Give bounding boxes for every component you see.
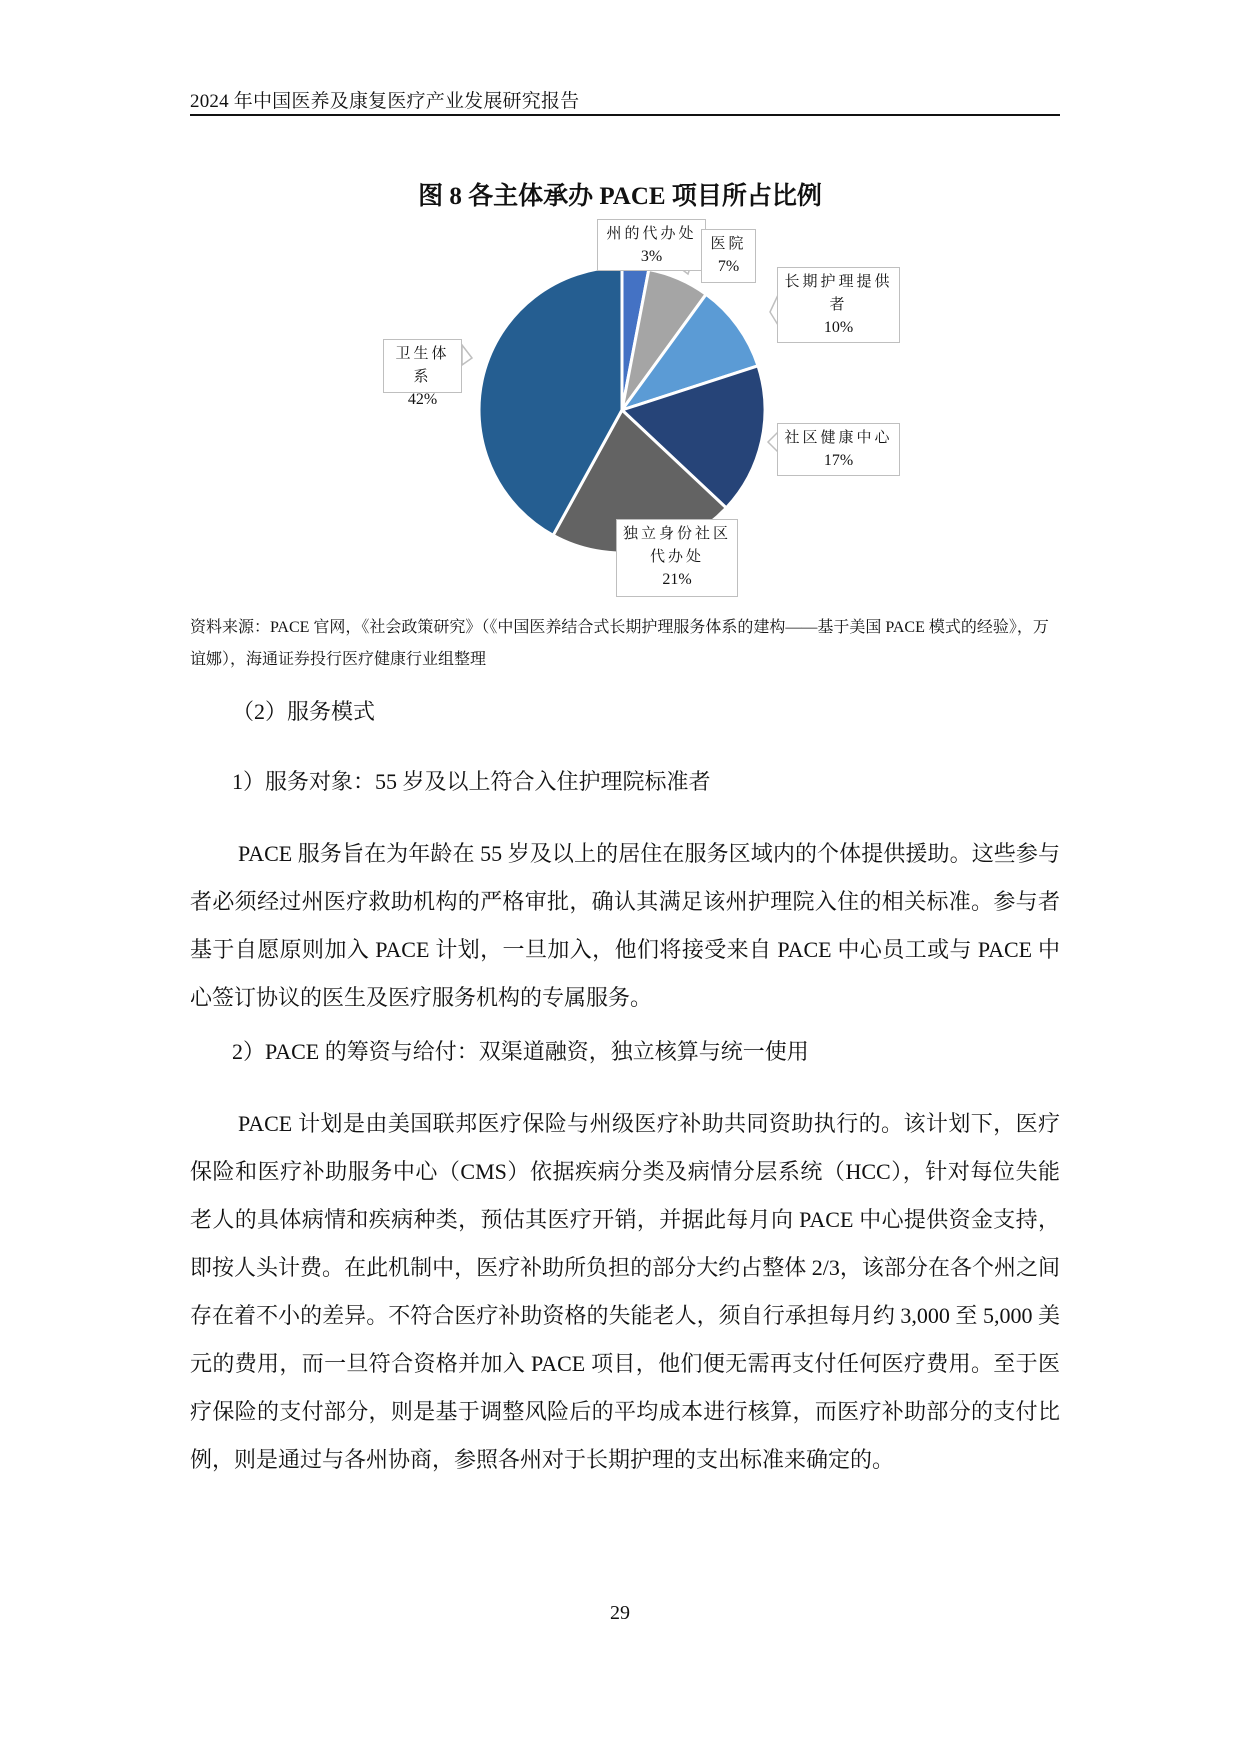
leader-health <box>462 345 472 365</box>
callout-percent: 10% <box>823 319 854 336</box>
paragraph-1: PACE 服务旨在为年龄在 55 岁及以上的居住在服务区域内的个体提供援助。这些参与者必须经过州医疗救助机构的严格审批，确认其满足该州护理院入住的相关标准。参与者基于自愿原则加入 PACE 计划，一旦加入，他们将接受来自 PACE 中心员工或与 PACE 中心签订协议的医生及医疗服务机构的专属服务。 <box>190 841 1060 1010</box>
figure-source: 资料来源：PACE 官网，《社会政策研究》（《中国医养结合式长期护理服务体系的建构——基于美国 PACE 模式的经验》，万谊娜），海通证券投行医疗健康行业组整理 <box>190 619 1049 668</box>
callout-percent: 21% <box>662 571 692 588</box>
running-header: 2024 年中国医养及康复医疗产业发展研究报告 <box>190 91 580 112</box>
callout-percent: 3% <box>640 248 663 265</box>
callout-community-health-center <box>777 423 900 476</box>
pie-slices <box>479 267 765 553</box>
callout-label: 医院 <box>710 234 747 252</box>
callout-hospital <box>701 229 756 283</box>
callout-state-agency <box>597 219 706 271</box>
page-number: 29 <box>610 1602 630 1624</box>
section-heading: （2）服务模式 <box>232 699 376 724</box>
figure-title: 图 8 各主体承办 PACE 项目所占比例 <box>418 183 822 210</box>
callout-percent: 42% <box>407 391 438 408</box>
subsection-heading-1: 1）服务对象：55 岁及以上符合入住护理院标准者 <box>232 769 711 794</box>
callout-health-system <box>383 339 462 408</box>
callout-percent: 17% <box>823 452 854 469</box>
callout-percent: 7% <box>717 258 740 275</box>
subsection-heading-2: 2）PACE 的筹资与给付：双渠道融资，独立核算与统一使用 <box>232 1039 809 1064</box>
callout-label: 社区健康中心 <box>784 428 893 446</box>
callout-label-2: 代办处 <box>649 547 704 565</box>
callout-label: 州的代办处 <box>606 224 697 242</box>
callout-independent-agency <box>616 519 738 597</box>
callout-label: 独立身份社区 <box>623 524 732 542</box>
paragraph-2: PACE 计划是由美国联邦医疗保险与州级医疗补助共同资助执行的。该计划下，医疗保险和医疗补助服务中心（CMS）依据疾病分类及病情分层系统（HCC），针对每位失能老人的具体病情和疾病种类，预估其医疗开销，并据此每月向 PACE 中心提供资金支持，即按人头计费。在此机制中，医疗补助所负担的部分大约占整体 2/3，该部分在各个州之间存在着不小的差异。不符合医疗补助资格的失能老人，须自行承担每月约 3,000 至 5,000 美元的费用，而一旦符合资格并加入 PACE 项目，他们便无需再支付任何医疗费用。至于医疗保险的支付部分，则是基于调整风险后的平均成本进行核算，而医疗补助部分的支付比例，则是通过与各州协商，参照各州对于长期护理的支出标准来确定的。 <box>190 1111 1060 1472</box>
callout-label: 长期护理提供 <box>784 272 893 290</box>
callout-ltc-provider <box>777 267 900 343</box>
callout-label: 卫生体系 <box>395 344 450 385</box>
callout-label-2: 者 <box>829 295 848 313</box>
